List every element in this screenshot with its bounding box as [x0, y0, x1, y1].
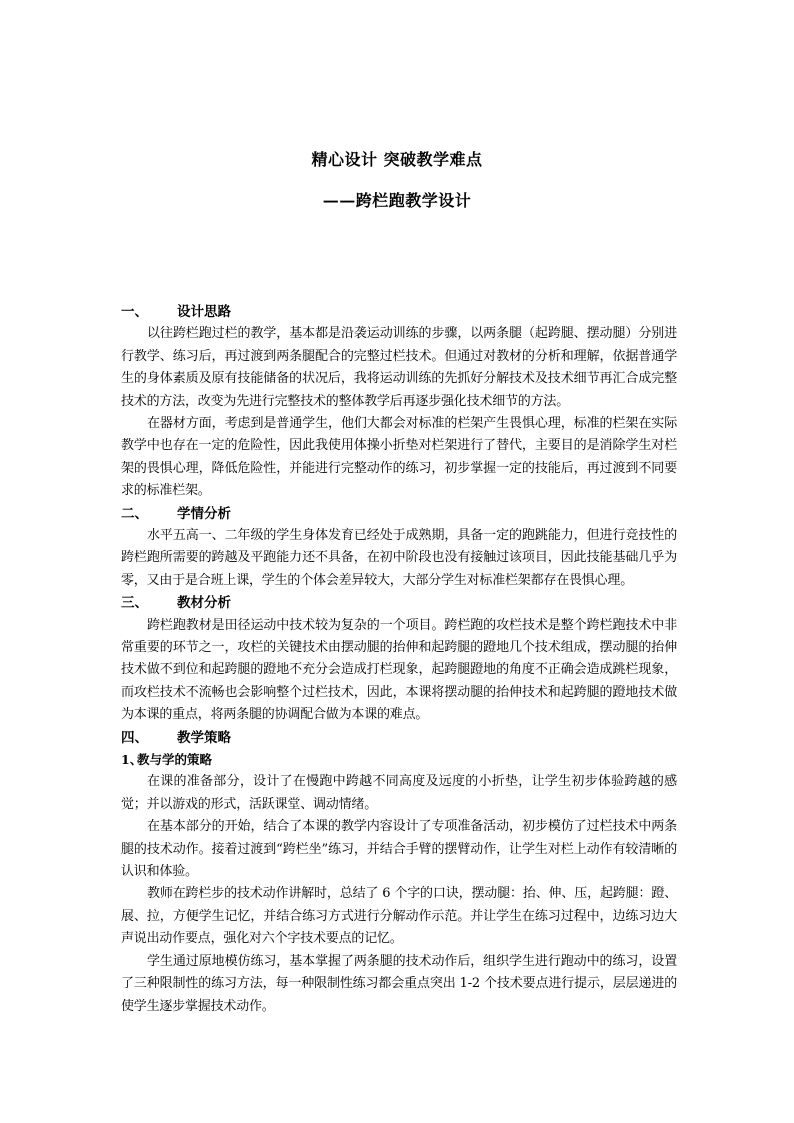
section-title: 学情分析 [177, 505, 231, 522]
section-heading-teaching-strategy [121, 727, 677, 749]
document-subtitle: ——跨栏跑教学设计 [322, 191, 472, 210]
subsection-number: 1、 [121, 752, 143, 768]
section-number: 一、 [121, 304, 148, 320]
section-number: 二、 [121, 505, 148, 522]
section-title: 设计思路 [177, 304, 231, 320]
section-heading-student-analysis [121, 503, 677, 525]
paragraph: 在基本部分的开始，结合了本课的教学内容设计了专项准备活动，初步模仿了过栏技术中两条腿的技术动作。接着过渡到“跨栏坐”练习，并结合手臂的摆臂动作，让学生对栏上动作有较清晰的认识和体验。 [121, 819, 677, 880]
paragraph: 跨栏跑教材是田径运动中技术较为复杂的一个项目。跨栏跑的攻栏技术是整个跨栏跑技术中非常重要的环节之一，攻栏的关键技术由摆动腿的抬伸和起跨腿的蹬地几个技术组成，摆动腿的抬伸技术做不到位和起跨腿的蹬地不充分会造成打栏现象，起跨腿蹬地的角度不正确会造成跳栏现象，而攻栏技术不流畅也会影响整个过栏技术，因此，本课将摆动腿的抬伸技术和起跨腿的蹬地技术做为本课的重点，将两条腿的协调配合做为本课的难点。 [121, 617, 677, 723]
paragraph: 学生通过原地模仿练习，基本掌握了两条腿的技术动作后，组织学生进行跑动中的练习，设置了三种限制性的练习方法，每一种限制性练习都会重点突出 1-2 个技术要点进行提示，层层递进的使学生逐步掌握技术动作。 [121, 953, 677, 1014]
paragraph: 在课的准备部分，设计了在慢跑中跨越不同高度及远度的小折垫，让学生初步体验跨越的感觉；并以游戏的形式，活跃课堂、调动情绪。 [121, 774, 677, 812]
document-title: 精心设计 突破教学难点 [311, 150, 483, 169]
subsection-heading [121, 749, 677, 771]
section-heading-material-analysis [121, 592, 677, 614]
paragraph: 教师在跨栏步的技术动作讲解时，总结了 6 个字的口诀，摆动腿：抬、伸、压，起跨腿：蹬、展、拉，方便学生记忆，并结合练习方式进行分解动作示范。并让学生在练习过程中，边练习边大声说出动作要点，强化对六个字技术要点的记忆。 [121, 886, 677, 947]
paragraph: 水平五高一、二年级的学生身体发育已经处于成熟期，具备一定的跑跳能力，但进行竞技性的跨栏跑所需要的跨越及平跑能力还不具备，在初中阶段也没有接触过该项目，因此技能基础几乎为零，又由于是合班上课，学生的个体会差异较大，大部分学生对标准栏架都存在畏惧心理。 [121, 528, 677, 588]
paragraph: 在器材方面，考虑到是普通学生，他们大都会对标准的栏架产生畏惧心理，标准的栏架在实际教学中也存在一定的危险性，因此我使用体操小折垫对栏架进行了替代，主要目的是消除学生对栏架的畏惧心理，降低危险性，并能进行完整动作的练习，初步掌握一定的技能后，再过渡到不同要求的标准栏架。 [121, 416, 677, 499]
section-title: 教材分析 [177, 595, 231, 612]
section-heading-design-idea [121, 301, 677, 323]
section-number: 四、 [121, 729, 148, 746]
section-title: 教学策略 [177, 729, 231, 746]
paragraph: 以往跨栏跑过栏的教学，基本都是沿袭运动训练的步骤，以两条腿（起跨腿、摆动腿）分别进行教学、练习后，再过渡到两条腿配合的完整过栏技术。但通过对教材的分析和理解，依据普通学生的身体素质及原有技能储备的状况后，我将运动训练的先抓好分解技术及技术细节再汇合成完整技术的方法，改变为先进行完整技术的整体教学后再逐步强化技术细节的方法。 [121, 326, 677, 409]
document-body [121, 301, 677, 1018]
subsection-title: 教与学的策略 [137, 752, 213, 768]
section-number: 三、 [121, 595, 148, 612]
